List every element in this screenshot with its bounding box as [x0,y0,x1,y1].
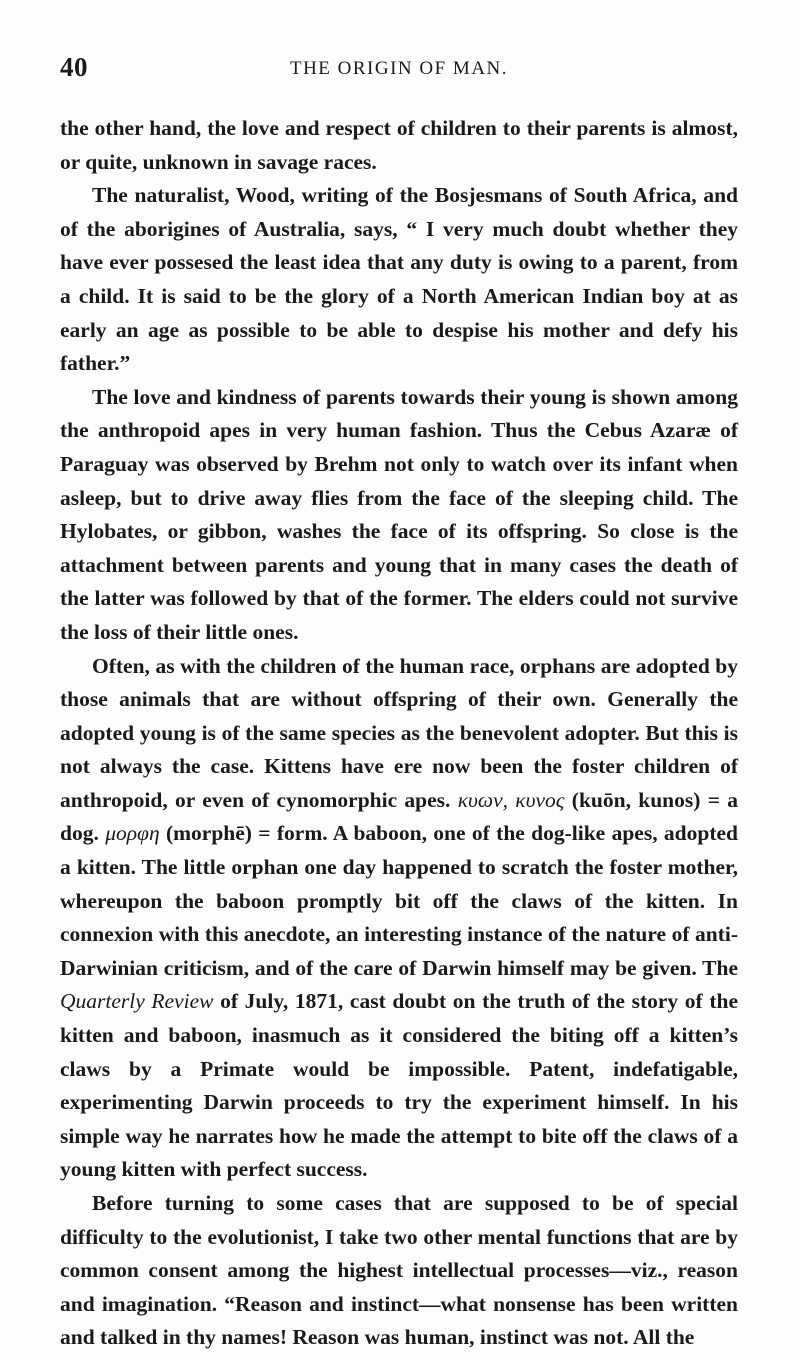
greek-word: μορφη [105,821,160,846]
paragraph [60,650,738,1188]
text-segment: The naturalist, Wood, writing of the Bosjesmans of South Africa, and of the aborigines of Australia, says, “ I very much doubt whether they have ever possesed the least idea that any duty is owing to a parent, from a child. It is said to be the glory of a North American Indian boy at as early an age as possible to be able to despise his mother and defy his father.” [60,183,738,376]
text-segment: The love and kindness of parents towards their young is shown among the anthropoid apes in very human fashion. Thus the Cebus Azaræ of Paraguay was observed by Brehm not only to watch over its infant when asleep, but to drive away flies from the face of the sleeping child. The Hylobates, or gibbon, washes the face of its offspring. So close is the attachment between parents and young that in many cases the death of the latter was followed by that of the former. The elders could not survive the loss of their little ones. [60,384,738,644]
paragraph [60,179,738,381]
paragraph [60,1187,738,1355]
publication-title: Quarterly Review [60,989,214,1014]
text-segment: of July, 1871, cast doubt on the truth of the story of the kitten and baboon, inasmuch as it considered the biting off a kitten’s claws by a Primate would be impossible. Patent, indefatigable, experimenting Darwin proceeds to try the experiment himself. In his simple way he narrates how he made the attempt to bite off the claws of a young kitten with perfect success. [60,989,738,1182]
text-segment: (morphē) = form. A baboon, one of the dog-like apes, adopted a kitten. The little orphan one day happened to scratch the foster mother, whereupon the baboon promptly bit off the claws of the kitten. In connexion with this anecdote, an interesting instance of the nature of anti-Darwinian criticism, and of the care of Darwin himself may be given. The [60,821,738,980]
greek-word: κυων, κυνος [457,787,565,812]
text-segment: Often, as with the children of the human race, orphans are adopted by those animals that are without offspring of their own. Generally the adopted young is of the same species as the benevolent adopter. But this is not always the case. Kittens have ere now been the foster children of anthropoid, or even of cynomorphic apes. [60,653,738,812]
text-segment: (kuōn, kunos) = a dog. [60,787,738,846]
paragraph [60,112,738,179]
running-title: THE ORIGIN OF MAN. [289,58,509,79]
page-number: 40 [60,52,88,82]
text-segment: the other hand, the love and respect of children to their parents is almost, or quite, unknown in savage races. [60,116,738,174]
paragraph [60,381,738,650]
text-segment: Before turning to some cases that are supposed to be of special difficulty to the evolutionist, I take two other mental functions that are by common consent among the highest intellectual processes—viz., reason and imagination. “Reason and instinct—what nonsense has been written and talked in thy names! Reason was human, instinct was not. All the [60,1191,738,1350]
body-text [60,112,738,1355]
page-header [60,52,738,92]
